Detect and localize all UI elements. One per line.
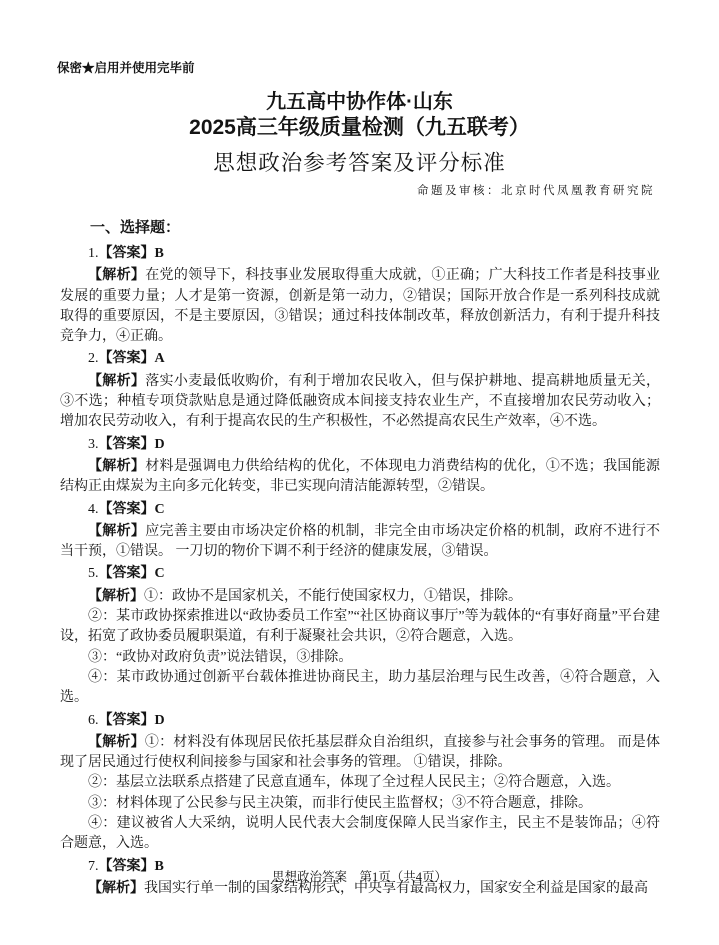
answers-body	[0, 218, 719, 899]
analysis-paragraph	[60, 731, 660, 774]
answer-label: 【答案】	[98, 434, 155, 451]
credit-line: 命题及审核：北京时代凤凰教育研究院	[417, 185, 655, 197]
analysis-paragraph	[60, 370, 660, 433]
analysis-text: ①：材料没有体现居民依托基层群众自治组织，直接参与社会事务的管理。 而是体现了居民通过行使权利间接参与国家和社会事务的管理。 ①错误，排除。	[60, 734, 661, 771]
answer-label: 【答案】	[98, 856, 155, 873]
analysis-text: 材料是强调电力供给结构的优化，不体现电力消费结构的优化，①不选；我国能源结构正由煤炭为主向多元化转变，非已实现向清洁能源转型，②错误。	[60, 458, 661, 495]
answer-item-3	[60, 433, 660, 498]
analysis-label: 【解析】	[88, 371, 146, 388]
analysis-text: 我国实行单一制的国家结构形式，中央享有最高权力，国家安全利益是国家的最高	[144, 880, 648, 896]
answer-letter: B	[154, 246, 164, 261]
answer-letter: B	[154, 858, 164, 874]
page-footer: 思想政治答案 第1页（共4页）	[271, 870, 447, 884]
analysis-paragraph	[60, 814, 660, 855]
analysis-paragraph	[60, 794, 660, 814]
analysis-label: 【解析】	[88, 878, 144, 895]
analysis-paragraph	[60, 648, 660, 668]
analysis-text: ②：某市政协探索推进以“政协委员工作室”“社区协商议事厅”等为载体的“有事好商量”平台建设，拓宽了政协委员履职渠道，有利于凝聚社会共识，②符合题意，入选。	[60, 609, 660, 645]
analysis-label: 【解析】	[88, 732, 145, 749]
analysis-text: ③：“政协对政府负责”说法错误，③排除。	[88, 649, 353, 665]
answer-line	[60, 709, 660, 731]
item-number: 7.	[88, 858, 99, 874]
answer-label: 【答案】	[98, 564, 155, 581]
answer-letter: D	[154, 712, 165, 728]
answer-letter: C	[154, 501, 165, 517]
exam-title-line1: 九五高中协作体·山东	[266, 91, 453, 113]
answer-label: 【答案】	[98, 244, 155, 260]
item-number: 2.	[88, 351, 99, 367]
answer-label: 【答案】	[98, 349, 155, 366]
answer-item-2	[60, 347, 660, 432]
analysis-paragraph	[60, 520, 660, 563]
exam-title-line2: 2025高三年级质量检测（九五联考）	[189, 116, 530, 139]
answer-line	[60, 433, 660, 455]
item-number: 4.	[88, 501, 99, 517]
analysis-paragraph	[60, 585, 660, 607]
analysis-label: 【解析】	[88, 586, 144, 603]
answer-item-5	[60, 562, 660, 708]
analysis-paragraph	[60, 773, 660, 793]
answer-letter: D	[154, 436, 165, 452]
answer-item-4	[60, 498, 660, 563]
answer-key-title: 思想政治参考答案及评分标准	[213, 151, 506, 175]
analysis-label: 【解析】	[88, 266, 146, 283]
answer-label: 【答案】	[98, 499, 155, 516]
confidential-notice: 保密★启用并使用完毕前	[57, 61, 195, 75]
analysis-text: ①：政协不是国家机关，不能行使国家权力，①错误，排除。	[144, 588, 522, 604]
analysis-text: ③：材料体现了公民参与民主决策，而非行使民主监督权；③不符合题意，排除。	[88, 795, 592, 811]
answer-line	[60, 562, 660, 584]
item-number: 6.	[88, 712, 99, 728]
analysis-paragraph	[60, 264, 660, 347]
answer-label: 【答案】	[98, 710, 155, 727]
analysis-label: 【解析】	[88, 521, 146, 538]
item-number: 3.	[88, 436, 99, 452]
answer-letter: A	[154, 351, 165, 367]
answer-item-6	[60, 709, 660, 855]
item-number: 1.	[88, 246, 99, 261]
analysis-text: ④：建议被省人大采纳，说明人民代表大会制度保障人民当家作主，民主不是装饰品；④符合题意，入选。	[60, 816, 660, 852]
answer-line	[60, 242, 660, 264]
answer-line	[60, 347, 660, 369]
answer-letter: C	[154, 566, 165, 582]
analysis-text: ④：某市政协通过创新平台载体推进协商民主，助力基层治理与民生改善，④符合题意，入选。	[60, 669, 660, 706]
analysis-paragraph	[60, 455, 660, 498]
analysis-text: 应完善主要由市场决定价格的机制，非完全由市场决定价格的机制，政府不进行不当干预，①错误。 一刀切的物价下调不利于经济的健康发展，③错误。	[60, 523, 661, 560]
analysis-label: 【解析】	[88, 456, 146, 473]
analysis-text: ②：基层立法联系点搭建了民意直通车，体现了全过程人民民主；②符合题意，入选。	[88, 775, 620, 791]
answer-line	[60, 498, 660, 520]
item-number: 5.	[88, 566, 99, 582]
analysis-text: 落实小麦最低收购价，有利于增加农民收入，但与保护耕地、提高耕地质量无关，③不选；种植专项贷款贴息是通过降低融资成本间接支持农业生产，不直接增加农民劳动收入；增加农民劳动收入，有利于提高农民的生产积极性，不必然提高农民生产效率，④不选。	[60, 373, 661, 430]
analysis-paragraph	[60, 607, 660, 648]
answer-item-1	[60, 242, 660, 347]
section-heading: 一、选择题：	[90, 219, 181, 236]
analysis-text: 在党的领导下，科技事业发展取得重大成就，①正确；广大科技工作者是科技事业发展的重要力量；人才是第一资源，创新是第一动力，②错误；国际开放合作是一系列科技成就取得的重要原因，不是主要原因，③错误；通过科技体制改革，释放创新活力，有利于提升科技竞争力，④正确。	[60, 268, 661, 345]
analysis-paragraph	[60, 668, 660, 709]
